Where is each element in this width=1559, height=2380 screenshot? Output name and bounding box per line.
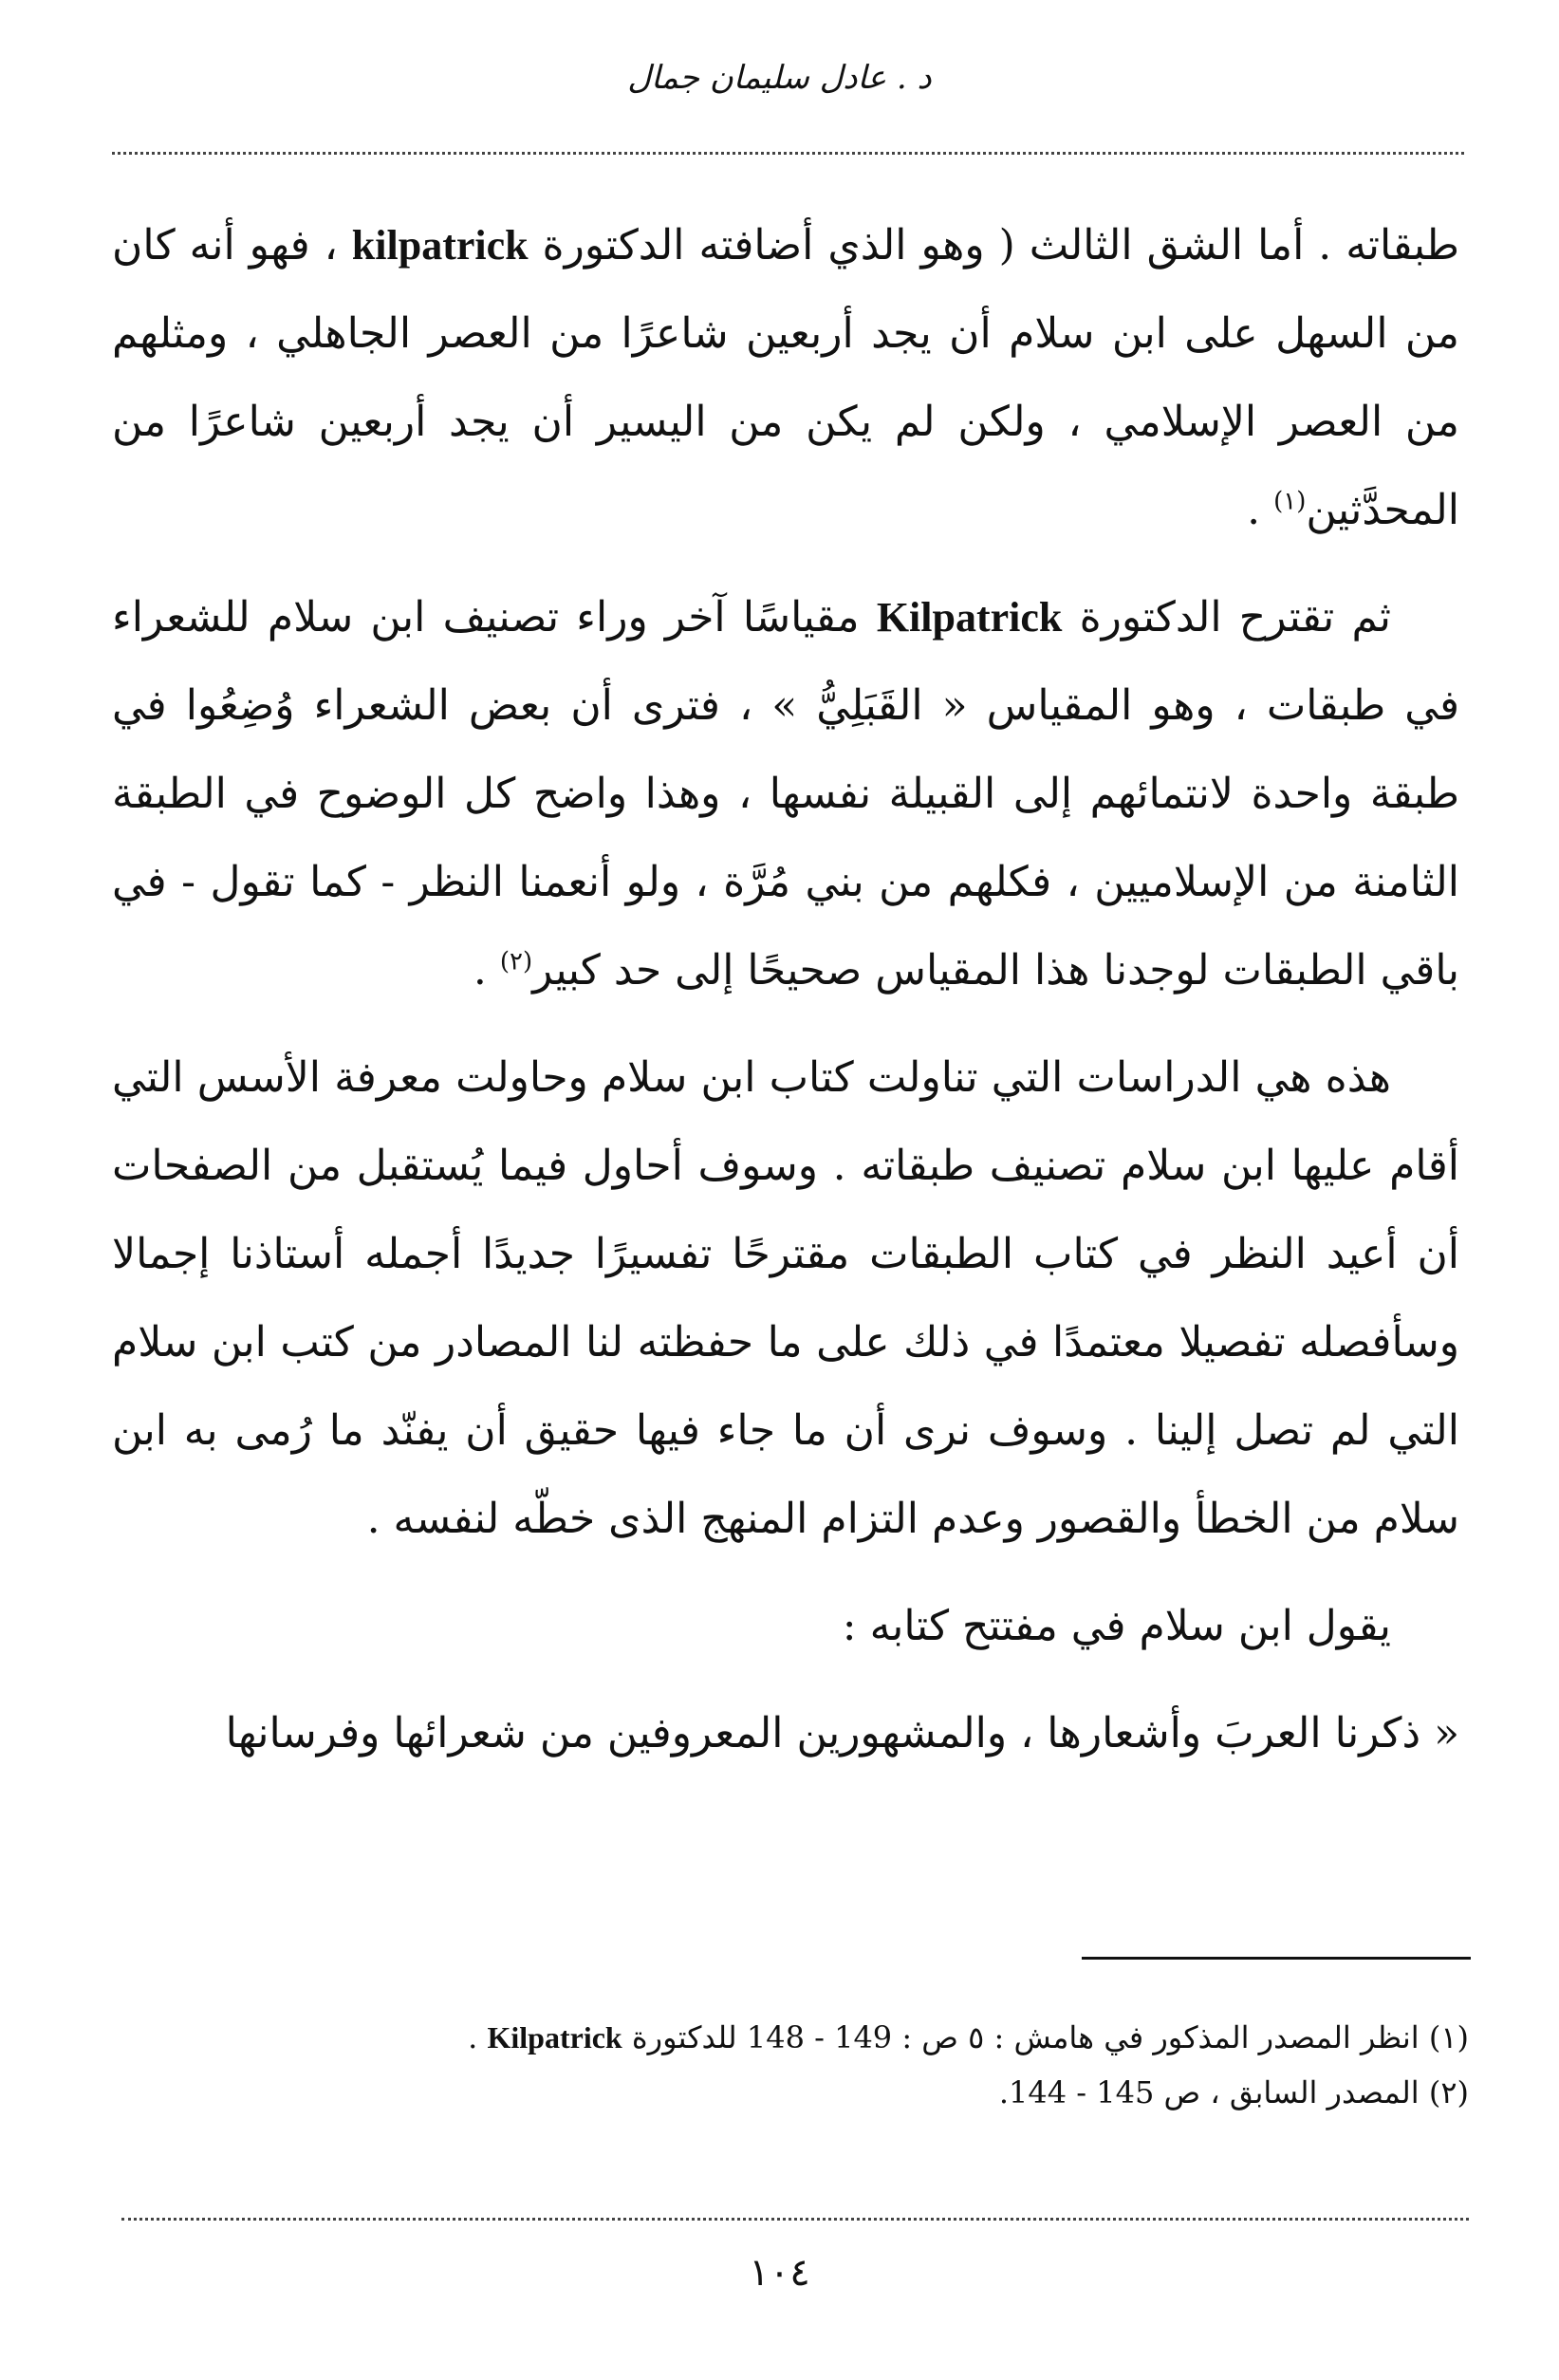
paragraph-5-quote: « ذكرنا العربَ وأشعارها ، والمشهورين المعروفين من شعرائها وفرسانها: [225, 1709, 1459, 1757]
header-divider: [112, 152, 1464, 155]
footnote-ref-1[interactable]: (١): [1273, 487, 1307, 516]
footnote-ref-2[interactable]: (٢): [499, 947, 533, 976]
fn1-text-a: (١) انظر المصدر المذكور في هامش : ٥ ص : 149 - 148 للدكتورة: [622, 2019, 1469, 2055]
paragraph-1: [112, 201, 1459, 554]
paragraph-3: هذه هي الدراسات التي تناولت كتاب ابن سلام وحاولت معرفة الأسس التي أقام عليها ابن سلام تصنيف طبقاته . وسوف أحاول فيما يُستقبل من الصفحات أن أعيد النظر في كتاب الطبقات مقترحًا تفسيرًا جديدًا أجمله أستاذنا إجمالا وسأفصله تفصيلا معتمدًا في ذلك على ما حفظته لنا المصادر من كتب ابن سلام التي لم تصل إلينا . وسوف نرى أن ما جاء فيها حقيق أن يفنّد ما رُمى به ابن سلام من الخطأ والقصور وعدم التزام المنهج الذى خطّه لنفسه .: [112, 1053, 1459, 1543]
footnote-divider: [1082, 1957, 1471, 1960]
fn1-latin-name: Kilpatrick: [487, 2020, 622, 2055]
page-number: ١٠٤: [749, 2251, 810, 2295]
p2-latin-name: Kilpatrick: [876, 594, 1063, 641]
p2-text-b: مقياسًا آخر وراء تصنيف ابن سلام للشعراء في طبقات ، وهو المقياس « القَبَلِيُّ » ، فترى أن بعض الشعراء وُضِعُوا في طبقة واحدة لانتمائهم إلى القبيلة نفسها ، وهذا واضح كل الوضوح في الطبقة الثامنة من الإسلاميين ، فكلهم من بني مُرَّة ، ولو أنعمنا النظر - كما تقول - في باقي الطبقات لوجدنا هذا المقياس صحيحًا إلى حد كبير: [112, 593, 1459, 995]
footer-divider: [121, 2218, 1469, 2221]
fn1-text-b: .: [468, 2019, 488, 2055]
body-text: [112, 201, 1459, 1777]
p2-text-c: .: [473, 946, 500, 995]
p1-text-b: ، فهو أنه كان من السهل على ابن سلام أن يجد أربعين شاعرًا من العصر الجاهلي ، ومثلهم من العصر الإسلامي ، ولكن لم يكن من اليسير أن يجد أربعين شاعرًا من المحدَّثين: [112, 221, 1459, 534]
p1-text-a: طبقاته . أما الشق الثالث ( وهو الذي أضافته الدكتورة: [528, 221, 1459, 270]
paragraph-2: [112, 573, 1459, 1014]
footnotes: [112, 2010, 1469, 2120]
running-header: د . عادل سليمان جمال: [627, 59, 932, 97]
p2-text-a: ثم تقترح الدكتورة: [1062, 593, 1391, 641]
p1-latin-name: kilpatrick: [351, 222, 529, 269]
p1-text-c: .: [1247, 486, 1274, 534]
paragraph-4: يقول ابن سلام في مفتتح كتابه :: [842, 1602, 1391, 1650]
footnote-1: [112, 2010, 1469, 2065]
footnote-2: (٢) المصدر السابق ، ص 145 - 144.: [998, 2074, 1469, 2110]
